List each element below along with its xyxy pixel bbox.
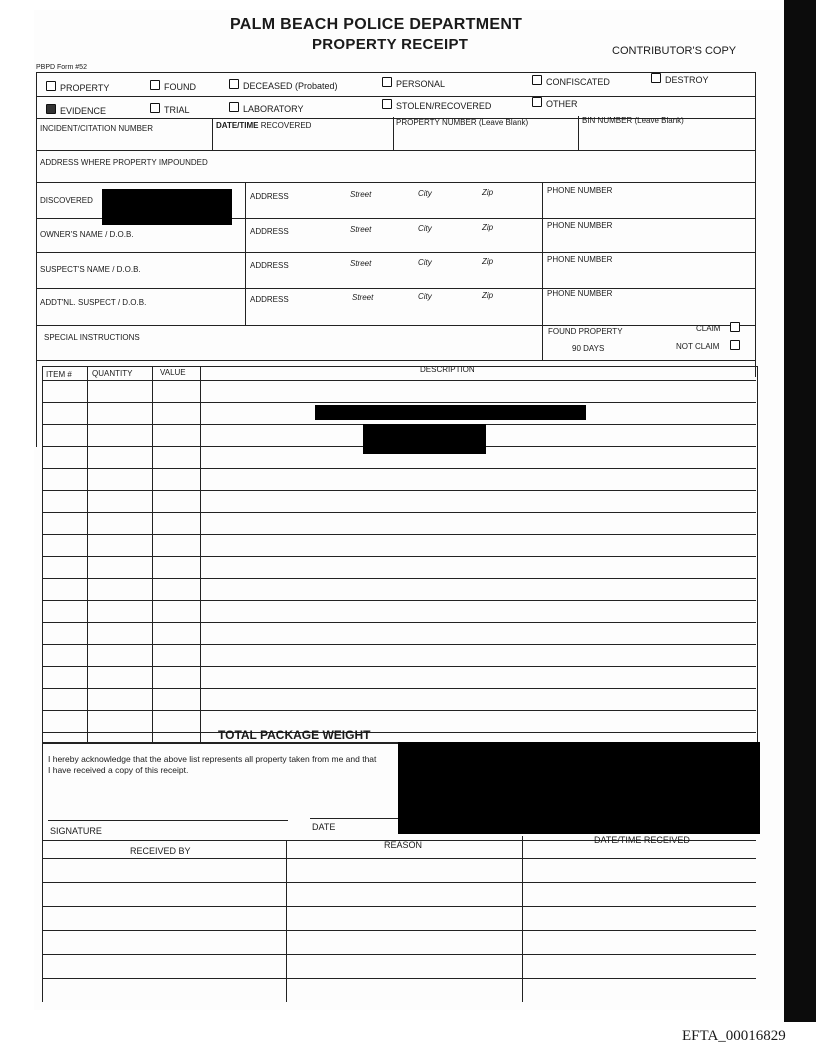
street-label-2: Street: [350, 225, 372, 234]
evidence-label: EVIDENCE: [60, 106, 107, 116]
incident-number-label: INCIDENT/CITATION NUMBER: [40, 124, 154, 133]
value-header: VALUE: [160, 368, 186, 377]
bin-number-label: BIN NUMBER (Leave Blank): [582, 116, 684, 125]
department-name: PALM BEACH POLICE DEPARTMENT: [230, 16, 523, 33]
signature-label: SIGNATURE: [50, 826, 102, 836]
deceased-checkbox[interactable]: [229, 79, 239, 89]
other-checkbox[interactable]: [532, 97, 542, 107]
table-row: [42, 402, 756, 403]
destroy-label: DESTROY: [665, 75, 709, 85]
acknowledgement-text: I hereby acknowledge that the above list represents all property taken from me and that I have received a copy of this receipt.: [48, 754, 377, 775]
laboratory-label: LABORATORY: [243, 104, 304, 114]
redaction-block: [102, 189, 232, 225]
zip-label-4: Zip: [482, 291, 494, 300]
table-row: [42, 710, 756, 711]
address-label-4: ADDRESS: [250, 295, 289, 304]
table-row: [42, 666, 756, 667]
phone-label-3: PHONE NUMBER: [547, 255, 613, 264]
discovered-label: DISCOVERED: [40, 196, 93, 205]
document-id: EFTA_00016829: [682, 1028, 786, 1044]
datetime-received-header: DATE/TIME RECEIVED: [594, 835, 690, 845]
table-row: [42, 600, 756, 601]
zip-label-1: Zip: [482, 188, 494, 197]
found-checkbox[interactable]: [150, 80, 160, 90]
table-row: [42, 930, 756, 931]
suspect-label: SUSPECT'S NAME / D.O.B.: [40, 265, 141, 274]
table-row: [42, 490, 756, 491]
form-number: PBPD Form #52: [36, 64, 87, 71]
copy-label: CONTRIBUTOR'S COPY: [612, 45, 737, 57]
address-impounded-label: ADDRESS WHERE PROPERTY IMPOUNDED: [40, 158, 208, 167]
property-checkbox[interactable]: [46, 81, 56, 91]
stolen-recovered-label: STOLEN/RECOVERED: [396, 101, 492, 111]
other-label: OTHER: [546, 99, 578, 109]
received-by-header: RECEIVED BY: [130, 846, 191, 856]
table-row: [42, 688, 756, 689]
table-row: [42, 732, 756, 733]
table-row: [42, 954, 756, 955]
trial-checkbox[interactable]: [150, 103, 160, 113]
street-label-1: Street: [350, 190, 372, 199]
form-title: PROPERTY RECEIPT: [312, 36, 469, 53]
quantity-header: QUANTITY: [92, 369, 133, 378]
city-label-3: City: [418, 258, 432, 267]
claim-label: CLAIM: [696, 324, 721, 333]
confiscated-label: CONFISCATED: [546, 77, 610, 87]
table-row: [42, 978, 756, 979]
addtl-suspect-label: ADDT'NL. SUSPECT / D.O.B.: [40, 298, 147, 307]
confiscated-checkbox[interactable]: [532, 75, 542, 85]
destroy-checkbox[interactable]: [651, 73, 661, 83]
date-label: DATE: [312, 822, 336, 832]
table-row: [42, 858, 756, 859]
table-row: [42, 468, 756, 469]
personal-checkbox[interactable]: [382, 77, 392, 87]
item-number-header: ITEM #: [46, 370, 72, 379]
deceased-label: DECEASED (Probated): [243, 81, 338, 91]
phone-label-4: PHONE NUMBER: [547, 289, 613, 298]
reason-header: REASON: [384, 840, 423, 850]
table-row: [42, 534, 756, 535]
personal-label: PERSONAL: [396, 79, 446, 89]
table-row: [42, 644, 756, 645]
property-label: PROPERTY: [60, 83, 110, 93]
trial-label: TRIAL: [164, 105, 190, 115]
redaction-block: [315, 405, 586, 420]
redaction-block: [398, 742, 760, 834]
table-row: [42, 906, 756, 907]
zip-label-3: Zip: [482, 257, 494, 266]
city-label-4: City: [418, 292, 432, 301]
redaction-block: [363, 424, 486, 454]
address-label-2: ADDRESS: [250, 227, 289, 236]
found-label: FOUND: [164, 82, 196, 92]
address-label-3: ADDRESS: [250, 261, 289, 270]
scan-edge: [784, 0, 816, 1022]
ninety-days-label: 90 DAYS: [572, 344, 605, 353]
table-row: [42, 882, 756, 883]
owner-label: OWNER'S NAME / D.O.B.: [40, 230, 134, 239]
street-label-4: Street: [352, 293, 374, 302]
city-label-2: City: [418, 224, 432, 233]
stolen-recovered-checkbox[interactable]: [382, 99, 392, 109]
datetime-recovered-label: DATE/TIME RECOVERED: [216, 121, 312, 130]
laboratory-checkbox[interactable]: [229, 102, 239, 112]
not-claim-label: NOT CLAIM: [676, 342, 720, 351]
property-number-label: PROPERTY NUMBER (Leave Blank): [396, 118, 529, 127]
table-row: [42, 622, 756, 623]
not-claim-checkbox[interactable]: [730, 340, 740, 350]
street-label-3: Street: [350, 259, 372, 268]
table-row: [42, 512, 756, 513]
special-instructions-label: SPECIAL INSTRUCTIONS: [44, 333, 140, 342]
table-row: [42, 578, 756, 579]
city-label-1: City: [418, 189, 432, 198]
table-row: [42, 556, 756, 557]
total-package-weight-label: TOTAL PACKAGE WEIGHT: [218, 728, 371, 742]
found-property-label: FOUND PROPERTY: [548, 327, 623, 336]
phone-label-2: PHONE NUMBER: [547, 221, 613, 230]
claim-checkbox[interactable]: [730, 322, 740, 332]
zip-label-2: Zip: [482, 223, 494, 232]
address-label-1: ADDRESS: [250, 192, 289, 201]
description-header: DESCRIPTION: [420, 365, 475, 374]
phone-label-1: PHONE NUMBER: [547, 186, 613, 195]
evidence-checkbox[interactable]: [46, 104, 56, 114]
